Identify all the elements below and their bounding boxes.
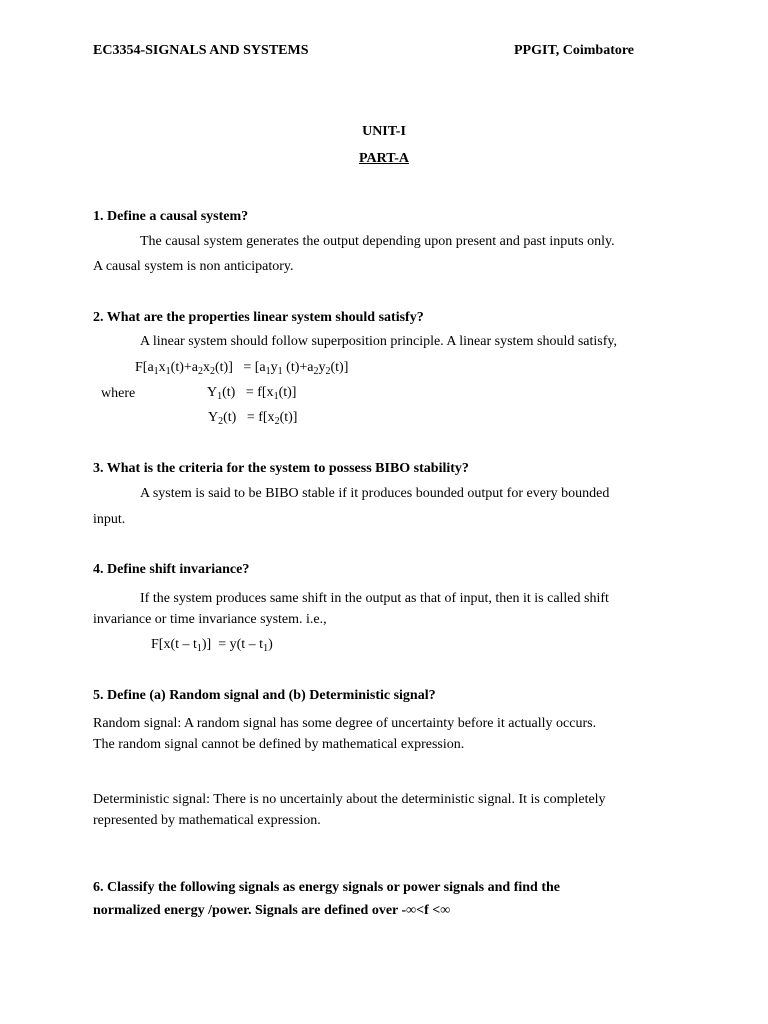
unit-title: UNIT-I xyxy=(362,124,406,139)
question-6-line-2: normalized energy /power. Signals are defined over -∞<f <∞ xyxy=(93,903,451,918)
answer-1-line-1: The causal system generates the output depending upon present and past inputs only. xyxy=(140,234,615,249)
answer-3-line-1: A system is said to be BIBO stable if it produces bounded output for every bounded xyxy=(140,486,610,501)
random-signal-line-1: Random signal: A random signal has some degree of uncertainty before it actually occurs. xyxy=(93,716,597,731)
question-6-line-1: 6. Classify the following signals as energy signals or power signals and find the xyxy=(93,880,560,895)
question-5: 5. Define (a) Random signal and (b) Deterministic signal? xyxy=(93,688,436,703)
question-1: 1. Define a causal system? xyxy=(93,209,249,224)
question-4: 4. Define shift invariance? xyxy=(93,562,250,577)
header-institution: PPGIT, Coimbatore xyxy=(514,43,635,58)
deterministic-signal-line-2: represented by mathematical expression. xyxy=(93,813,321,828)
deterministic-signal-line-1: Deterministic signal: There is no uncertainly about the deterministic signal. It is completely xyxy=(93,792,606,807)
answer-1-line-2: A causal system is non anticipatory. xyxy=(93,259,294,274)
y1-definition: $Y_1(t) = f[x_1(t)]$ xyxy=(207,385,297,402)
part-title: PART-A xyxy=(358,151,410,166)
linearity-equation: $F[a_1x_1(t)+a_2x_2(t)] = [a_1y_1$ $(t)+a_2y_2(t)$] xyxy=(135,360,349,377)
question-3: 3. What is the criteria for the system to possess BIBO stability? xyxy=(93,461,469,476)
random-signal-line-2: The random signal cannot be defined by mathematical expression. xyxy=(93,737,465,752)
answer-4-line-1: If the system produces same shift in the output as that of input, then it is called shift xyxy=(140,591,609,606)
answer-2-line-1: A linear system should follow superposition principle. A linear system should satisfy, xyxy=(140,334,617,349)
shift-invariance-equation: $F[x(t - t_1)] = y(t - t_1)$ xyxy=(151,637,273,654)
header-course-code: EC3354-SIGNALS AND SYSTEMS xyxy=(93,43,309,58)
answer-3-line-2: input. xyxy=(93,512,126,527)
y2-definition: $Y_2(t) = f[x_2(t)]$ xyxy=(208,410,298,427)
question-2: 2. What are the properties linear system should satisfy? xyxy=(93,310,424,325)
answer-4-line-2: invariance or time invariance system. i.e., xyxy=(93,612,327,627)
where-label: where xyxy=(101,386,136,401)
